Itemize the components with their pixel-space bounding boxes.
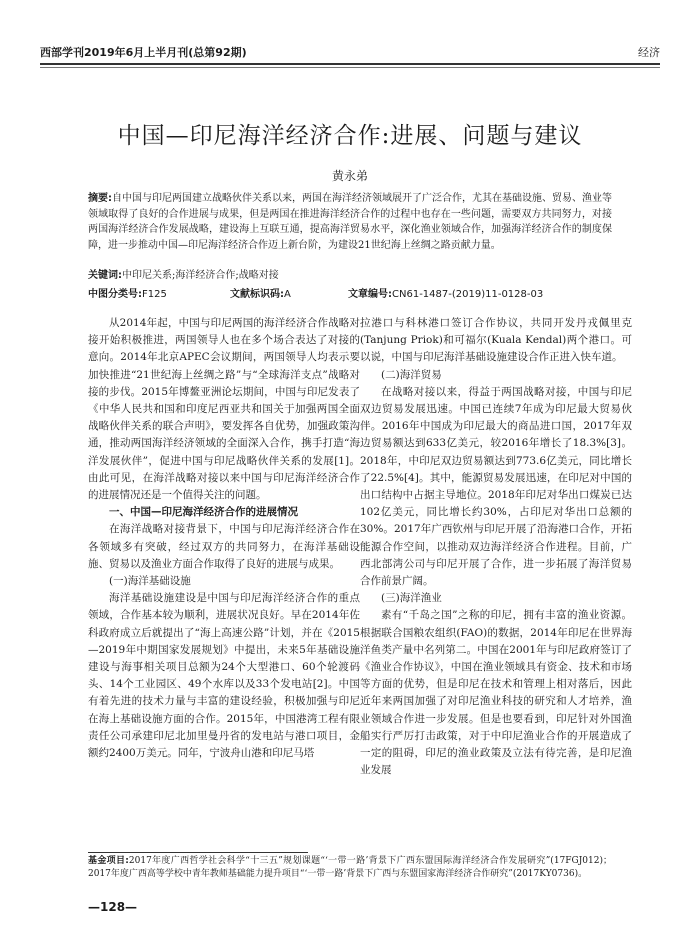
- clc-label: 中图分类号:: [88, 289, 142, 300]
- subsection-infrastructure: (一)海洋基础设施: [109, 575, 191, 588]
- trade-paragraph: 在战略对接以来，得益于两国战略对接，中国与印尼双边贸易发展迅速。中国已连续7年成为印尼最大贸易伙伴。2016年中国成为印尼最大的商品进口国，2017年双边贸易额达到633亿美元，较2016年增长了18.3%[3]。2018年，中印尼双边贸易额达到773.6亿美元，同比增长了22.5%[4]。其中，能源贸易发展迅速，在印尼对中国的出口结构中占据主导地位。2018年印尼对华出口煤炭已达102亿美元，同比增长约30%，占印尼对华出口总额的30%。2017年广西钦州与印尼开展了沿海港口合作，开拓能源合作空间，以推动双边海洋经济合作进程。目前，广西北部湾公司与印尼开展了合作，进一步拓展了海洋贸易合作前景广阔。: [360, 385, 632, 588]
- doc-code-field: [230, 287, 291, 302]
- funding-footnote: [88, 855, 612, 880]
- abstract-label: 摘要:: [88, 193, 112, 204]
- article-no-value: CN61-1487-(2019)11-0128-03: [392, 289, 544, 300]
- doc-code-value: A: [284, 289, 291, 300]
- doc-code-label: 文献标识码:: [230, 289, 284, 300]
- abstract-text: 自中国与印尼两国建立战略伙伴关系以来，两国在海洋经济领域展开了广泛合作，尤其在基础设施、贸易、渔业等领域取得了良好的合作进展与成果，但是两国在推进海洋经济合作的过程中也存在一些问题，需要双方共同努力，对接两国海洋经济合作发展战略，建设海上互联互通，提高海洋贸易水平，深化渔业领域合作，加强海洋经济合作的制度保障，进一步推动中国—印尼海洋经济合作迈上新台阶，为建设21世纪海上丝绸之路贡献力量。: [88, 193, 612, 251]
- footnote-text: 2017年度广西哲学社会科学“十三五”规划课题“‘一带一路’背景下广西东盟国际海洋经济合作发展研究”(17FGJ012)；2017年度广西高等学校中青年教师基础能力提升项目“‘一带一路’背景下广西与东盟国家海洋经济合作研究”(2017KY0736)。: [88, 856, 612, 879]
- infrastructure-paragraph: 海洋基础设施建设是中国与印尼海洋经济合作的重点领域，合作基本较为顺利，进展状况良好。早在2014年佐科政府成立后就提出了“海上高速公路”计划，并在《2015—2019年中期国家发展规划》中提出，未来5年基础设施建设与海事相关项目总额为24个大型港口、60个轮渡码头、14个工业园区、49个水库以及33个发电站[2]。中国有着先进的技术力量与丰富的建设经验，积极加强与印尼在海上基础设施方面的合作。2015年，中国港湾工程有限责任公司承建印尼北加里曼丹省的发电站与港口项目，金额约2400万美元。同年，宁波舟山港和印尼马塔: [88, 592, 360, 760]
- subsection-trade: (二)海洋贸易: [381, 368, 442, 381]
- subsection-fishery: (三)海洋渔业: [381, 592, 442, 605]
- header-rule: [40, 63, 660, 65]
- footnote-rule: [88, 852, 308, 853]
- footnote-label: 基金项目:: [88, 856, 129, 866]
- clc-value: F125: [142, 289, 167, 300]
- running-header: [40, 42, 660, 62]
- article-title: 中国—印尼海洋经济合作:进展、问题与建议: [117, 123, 583, 149]
- journal-info: 西部学刊2019年6月上半月刊(总第92期): [40, 46, 247, 59]
- article-no-label: 文章编号:: [348, 289, 392, 300]
- page-number: —128—: [88, 900, 138, 914]
- section-name: 经济: [638, 46, 660, 59]
- header-rule-thin: [40, 67, 660, 68]
- body-column-left: [88, 315, 360, 762]
- body-column-right: [360, 315, 632, 779]
- article-no-field: [348, 287, 543, 302]
- abstract: [88, 191, 612, 253]
- section-heading-1: 一、中国—印尼海洋经济合作的进展情况: [109, 506, 298, 519]
- keywords: [88, 268, 612, 283]
- keywords-text: 中印尼关系;海洋经济合作;战略对接: [122, 270, 279, 281]
- keywords-label: 关键词:: [88, 270, 122, 281]
- continuation-paragraph: 拉港口与科林港口签订合作协议，共同开发丹戎佩里克(Tanjung Priok)和可福尔(Kuala Kendal)两个港口。可以说，中国与印尼海洋基础设施建设合作正进入快车道。: [360, 317, 632, 364]
- article-author: 黄永弟: [331, 169, 368, 183]
- clc-field: [88, 287, 167, 302]
- intro-paragraph: 从2014年起，中国与印尼两国的海洋经济合作战略对接开始积极推进，两国领导人也在多个场合表达了对接的意向。2014年北京APEC会议期间，两国领导人均表示要加快推进“21世纪海上丝绸之路”与“全球海洋支点”战略对接的步伐。2015年博鳌亚洲论坛期间，中国与印尼发表了《中华人民共和国和印度尼西亚共和国关于加强两国全面战略伙伴关系的联合声明》，要发挥各自优势，加强政策沟通，推动两国海洋经济领域的全面深入合作，携手打造“海洋发展伙伴”，促进中国与印尼战略伙伴关系的发展[1]。由此可见，在海洋战略对接以来中国与印尼海洋经济合作的进展情况还是一个值得关注的问题。: [88, 317, 360, 502]
- fishery-paragraph: 素有“千岛之国”之称的印尼，拥有丰富的渔业资源。根据联合国粮农组织(FAO)的数据，2014年印尼在世界海洋鱼类产量中名列第二。中国在2001年与印尼政府签订了《渔业合作协议》，中国在渔业领域具有资金、技术和市场等方面的优势，但是印尼在技术和管理上相对落后，因此近年来两国加强了对印尼渔业科技的研究和人才培养，渔业领域合作进一步发展。但是也要看到，印尼针对外国渔船实行严厉打击政策，对于中印尼渔业合作的开展造成了一定的阻碍，印尼的渔业政策及立法有待完善，是印尼渔业发展: [360, 609, 632, 777]
- section1-intro: 在海洋战略对接背景下，中国与印尼海洋经济合作在各领域多有突破，经过双方的共同努力，在海洋基础设施、贸易以及渔业方面合作取得了良好的进展与成果。: [88, 523, 360, 570]
